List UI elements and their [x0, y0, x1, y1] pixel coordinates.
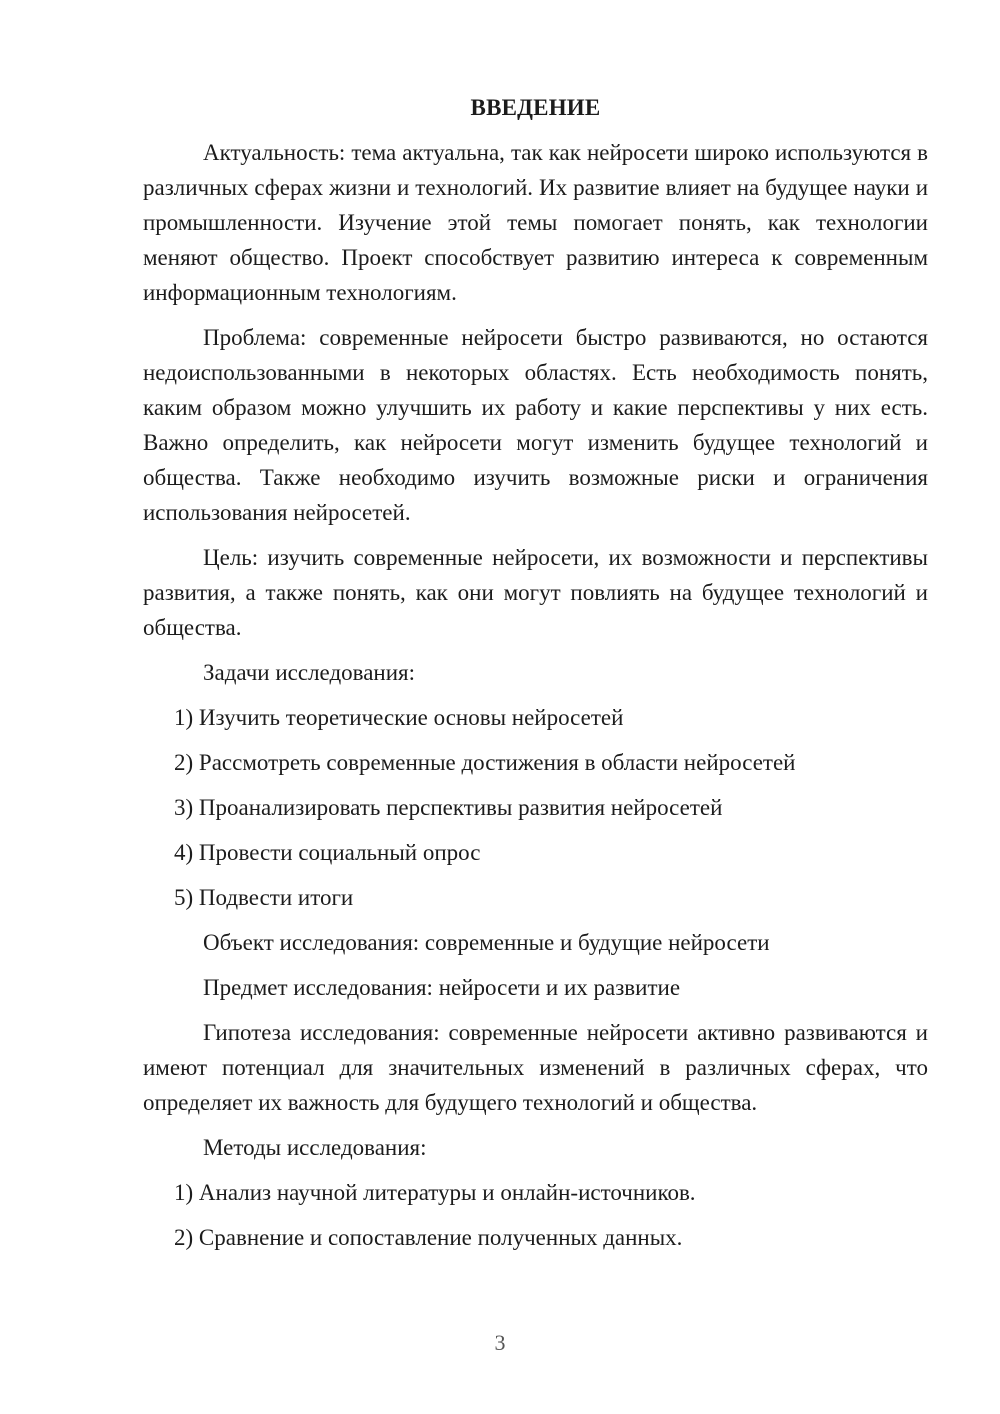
page-number: 3 — [494, 1330, 506, 1355]
object-line: Объект исследования: современные и будущие нейросети — [203, 930, 770, 955]
task-item: 5) Подвести итоги — [174, 885, 354, 910]
task-item: 2) Рассмотреть современные достижения в области нейросетей — [174, 750, 796, 775]
relevance-paragraph: Актуальность: тема актуальна, так как нейросети широко используются в различных сферах жизни и технологий. Их развитие влияет на будущее науки и промышленности. Изучение этой темы помогает понять, как технологии меняют общество. Проект способствует развитию интереса к современным информационным технологиям. — [143, 140, 928, 305]
hypothesis-paragraph: Гипотеза исследования: современные нейросети активно развиваются и имеют потенциал для значительных изменений в различных сферах, что определяет их важность для будущего технологий и общества. — [143, 1020, 928, 1115]
method-item: 2) Сравнение и сопоставление полученных данных. — [174, 1225, 683, 1250]
task-item: 1) Изучить теоретические основы нейросетей — [174, 705, 624, 730]
methods-heading: Методы исследования: — [203, 1135, 427, 1160]
section-heading: ВВЕДЕНИЕ — [470, 95, 601, 120]
goal-paragraph: Цель: изучить современные нейросети, их возможности и перспективы развития, а также понять, как они могут повлиять на будущее технологий и общества. — [143, 545, 928, 640]
tasks-heading: Задачи исследования: — [203, 660, 416, 685]
problem-paragraph: Проблема: современные нейросети быстро развиваются, но остаются недоиспользованными в некоторых областях. Есть необходимость понять, каким образом можно улучшить их работу и какие перспективы у них есть. Важно определить, как нейросети могут изменить будущее технологий и общества. Также необходимо изучить возможные риски и ограничения использования нейросетей. — [143, 325, 928, 525]
subject-line: Предмет исследования: нейросети и их развитие — [203, 975, 681, 1000]
task-item: 3) Проанализировать перспективы развития нейросетей — [174, 795, 723, 820]
method-item: 1) Анализ научной литературы и онлайн-источников. — [174, 1180, 696, 1205]
page-content — [143, 90, 928, 1265]
task-item: 4) Провести социальный опрос — [174, 840, 481, 865]
